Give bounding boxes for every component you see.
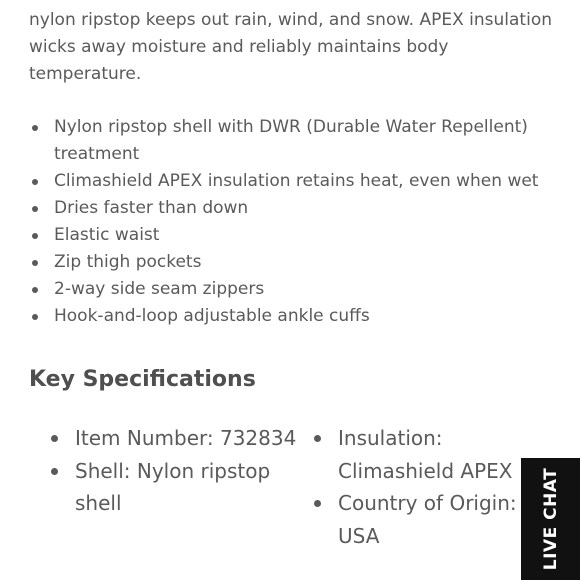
specifications-list-left xyxy=(50,422,300,520)
spec-text: Item Number: 732834 xyxy=(75,426,297,450)
spec-text: Insulation: xyxy=(338,426,443,450)
spec-item xyxy=(313,487,517,552)
feature-item xyxy=(29,222,559,249)
live-chat-label: LIVE CHAT xyxy=(540,467,561,571)
spec-item xyxy=(313,422,513,487)
spec-text: Country of Origin: xyxy=(338,491,517,515)
feature-list xyxy=(29,114,559,330)
feature-item xyxy=(29,114,559,168)
spec-text-continuation: shell xyxy=(75,491,122,515)
live-chat-button[interactable] xyxy=(521,458,580,580)
feature-text: Dries faster than down xyxy=(54,198,249,218)
spec-item xyxy=(50,422,300,455)
specifications-heading: Key Specifications xyxy=(29,367,256,392)
feature-text: 2-way side seam zippers xyxy=(54,279,265,299)
feature-text: Zip thigh pockets xyxy=(54,252,202,272)
description-line: nylon ripstop keeps out rain, wind, and snow. APEX insulation xyxy=(29,10,552,30)
spec-text: Shell: Nylon ripstop xyxy=(75,458,271,483)
feature-text: Climashield APEX insulation retains heat, even when wet xyxy=(54,171,539,191)
feature-text: Hook-and-loop adjustable ankle cuffs xyxy=(54,306,370,326)
feature-item xyxy=(29,195,559,222)
specifications-list-right xyxy=(313,422,517,552)
feature-item xyxy=(29,276,559,303)
product-description xyxy=(29,7,559,88)
feature-text-continuation: treatment xyxy=(54,144,140,164)
feature-text: Nylon ripstop shell with DWR (Durable Water Repellent) xyxy=(54,117,528,137)
spec-item xyxy=(50,455,300,520)
spec-text-continuation: USA xyxy=(338,523,380,548)
feature-item xyxy=(29,249,559,276)
spec-text-continuation: Climashield APEX xyxy=(338,458,513,483)
description-line: wicks away moisture and reliably maintains body xyxy=(29,37,449,57)
feature-item xyxy=(29,303,559,330)
feature-item xyxy=(29,168,559,195)
feature-text: Elastic waist xyxy=(54,225,160,245)
description-line: temperature. xyxy=(29,64,142,84)
